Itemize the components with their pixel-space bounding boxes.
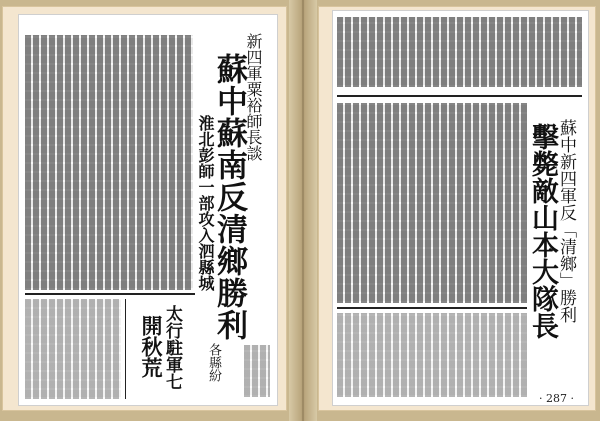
article-body-text (25, 35, 193, 290)
page-number: · 287 · (539, 392, 574, 405)
column-rule (25, 293, 195, 295)
headline-shanben: 擊斃敵山本大隊長 (527, 123, 558, 339)
column-rule-vertical (125, 299, 126, 399)
middle-rule (337, 307, 527, 309)
book-gutter (289, 0, 317, 421)
newspaper-clipping-left (18, 14, 278, 406)
kicker-yu-su: 新四軍粟裕師長談 (244, 33, 263, 161)
newspaper-clipping-right (332, 10, 589, 406)
kicker-suzhong: 蘇中新四軍反「清鄉」勝利 (556, 119, 576, 323)
article-body-text-lower (25, 299, 121, 399)
headline-taihang-line2: 開秋荒 (139, 315, 164, 378)
top-article-text (337, 17, 582, 87)
left-page (2, 6, 287, 411)
top-rule (337, 95, 582, 97)
article-body-text-small (244, 345, 270, 397)
lower-article-text (337, 313, 527, 397)
subline-gexian: 各縣紛 (206, 343, 221, 382)
headline-sixian: 淮北彭師一部攻入泗縣城 (196, 115, 215, 291)
right-page (318, 6, 596, 411)
main-article-text (337, 103, 527, 303)
headline-anti-qingxiang: 蘇中蘇南反清鄉勝利 (211, 53, 247, 341)
headline-taihang-line1: 太行駐軍七 (162, 305, 182, 390)
